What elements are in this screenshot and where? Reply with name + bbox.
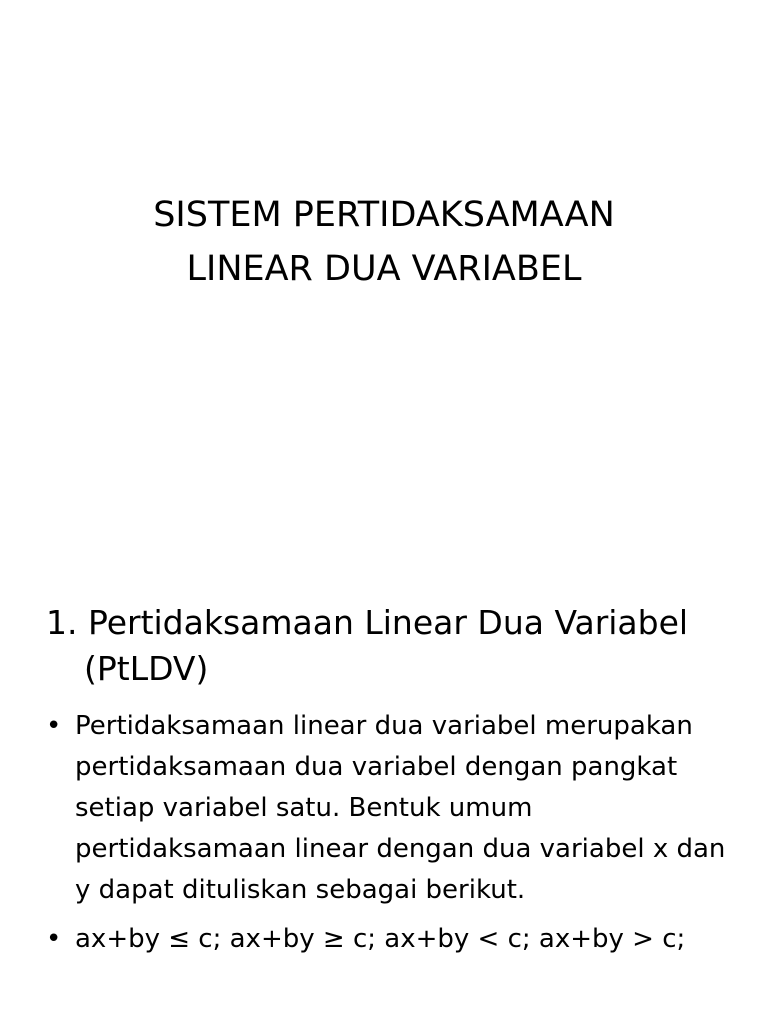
bullet-icon: • [46,924,62,954]
slide-title-line-1: SISTEM PERTIDAKSAMAAN [153,195,615,235]
bullet-item-forms [46,919,746,960]
bullet-text-definition: Pertidaksamaan linear dua variabel merupakan pertidaksamaan dua variabel dengan pangkat setiap variabel satu. Bentuk umum pertidaksamaan linear dengan dua variabel x dan y dapat dituliskan sebagai berikut. [75,711,726,905]
section-heading: 1. Pertidaksamaan Linear Dua Variabel (PtLDV) [46,603,689,688]
bullet-text-forms: ax+by ≤ c; ax+by ≥ c; ax+by < c; ax+by > c; [75,924,686,954]
bullet-item-definition [46,706,746,911]
bullet-icon: • [46,711,62,741]
slide-content [46,600,746,968]
bullet-list [46,706,746,960]
slide-title [0,188,768,296]
slide-title-line-2: LINEAR DUA VARIABEL [186,249,582,289]
